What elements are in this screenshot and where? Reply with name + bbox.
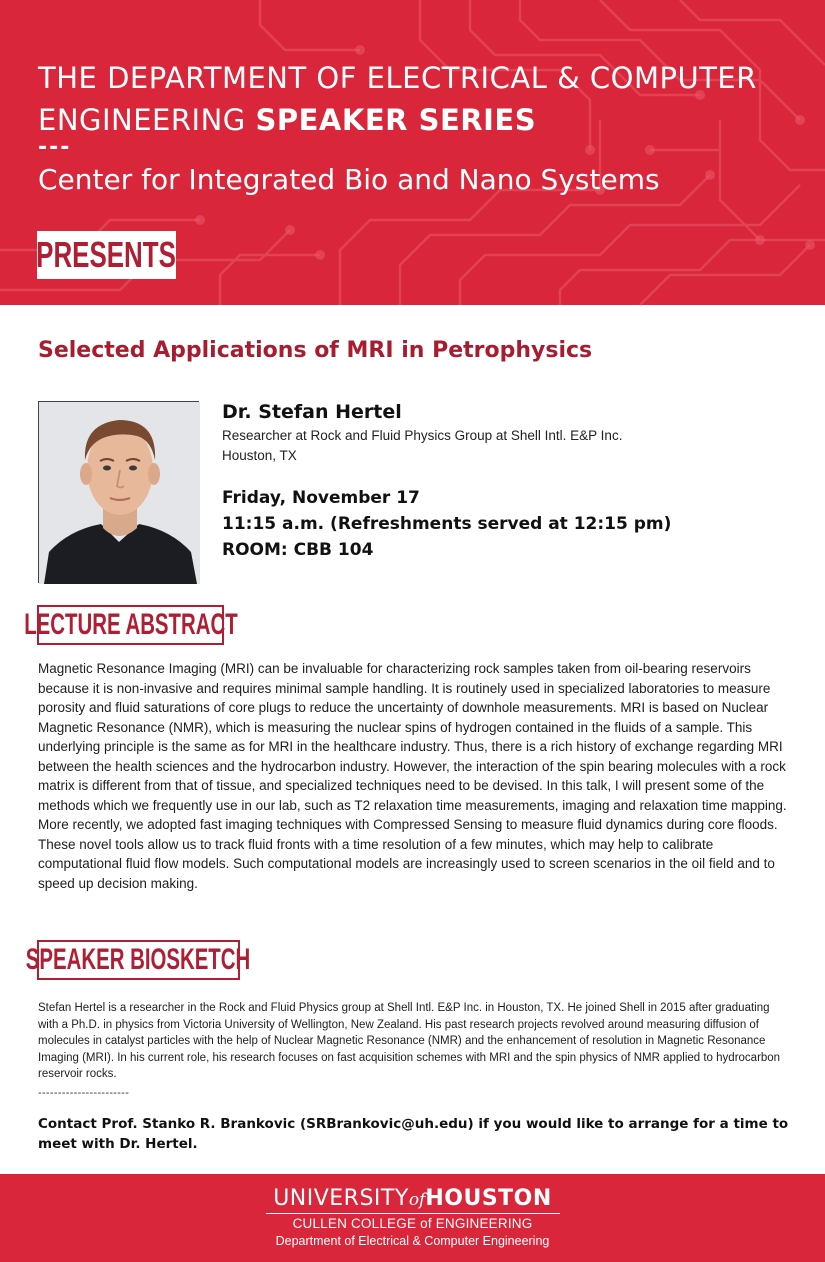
speaker-portrait-icon <box>39 402 200 584</box>
lecture-abstract-heading <box>23 605 238 645</box>
lecture-abstract-label: LECTURE ABSTRACT <box>23 608 238 641</box>
speaker-name: Dr. Stefan Hertel <box>222 401 402 423</box>
logo-houston: HOUSTON <box>425 1186 552 1211</box>
event-room: ROOM: CBB 104 <box>222 540 374 560</box>
talk-title: Selected Applications of MRI in Petrophysics <box>38 338 593 363</box>
logo-underline <box>266 1213 560 1214</box>
biosketch-text: Stefan Hertel is a researcher in the Rock and Fluid Physics group at Shell Intl. E&P Inc. in Houston, TX. He joined Shell in 2015 after graduating with a Ph.D. in physics from Victoria University of Wellington, New Zealand. His past research projects revolved around measuring diffusion of molecules in catalyst particles with the help of Nuclear Magnetic Resonance (NMR) and the enhancement of resolution in Magnetic Resonance Imaging (MRI). In his current role, his research focuses on fast acquisition schemes with MRI and the spin physics of NMR applied to hydrocarbon reservoir rocks. <box>38 1002 781 1080</box>
header-dashes: --- <box>38 135 72 160</box>
logo-of: of <box>408 1190 426 1210</box>
footer-banner <box>0 1174 825 1262</box>
presents-badge <box>37 231 176 279</box>
series-title <box>38 57 798 141</box>
university-logo <box>0 1186 825 1211</box>
series-title-regular: THE DEPARTMENT OF ELECTRICAL & COMPUTER ENGINEERING <box>38 61 757 137</box>
presents-label: PRESENTS <box>36 234 177 275</box>
speaker-biosketch-heading <box>26 940 251 980</box>
speaker-affiliation: Researcher at Rock and Fluid Physics Group at Shell Intl. E&P Inc. <box>222 428 623 443</box>
series-title-strong: SPEAKER SERIES <box>255 103 537 137</box>
speaker-location: Houston, TX <box>222 448 297 463</box>
abstract-text: Magnetic Resonance Imaging (MRI) can be invaluable for characterizing rock samples taken from oil-bearing reservoirs because it is non-invasive and requires minimal sample handling. It is routinely used in specialized laboratories to measure porosity and fluid saturations of core plugs to reduce the uncertainty of downhole measurements. MRI is based on Nuclear Magnetic Resonance (NMR), which is measuring the nuclear spins of hydrogen contained in the fluids of a sample. This underlying principle is the same as for MRI in the healthcare industry. Thus, there is a rich history of exchange regarding MRI between the health sciences and the hydrocarbon industry. However, the interaction of the spin bearing molecules with a rock matrix is different from that of tissue, and specialized techniques need to be devised. In this talk, I will present some of the methods which we frequently use in our lab, such as T2 relaxation time measurements, imaging and relaxation time mapping. More recently, we adopted fast imaging techniques with Compressed Sensing to measure fluid dynamics during core floods. These novel tools allow us to track fluid fronts with a time resolution of a few minutes, which may help to calibrate computational fluid flow models. Such computational models are increasingly used to screen scenarios in the oil field and to speed up decision making. <box>38 661 787 891</box>
contact-note: Contact Prof. Stanko R. Brankovic (SRBrankovic@uh.edu) if you would like to arrange for a time to meet with Dr. Hertel. <box>38 1116 789 1152</box>
college-name: CULLEN COLLEGE of ENGINEERING <box>292 1216 533 1231</box>
header-banner <box>0 0 825 305</box>
speaker-photo <box>38 401 199 583</box>
event-date: Friday, November 17 <box>222 488 420 508</box>
event-time: 11:15 a.m. (Refreshments served at 12:15 pm) <box>222 514 672 534</box>
speaker-biosketch-label: SPEAKER BIOSKETCH <box>26 943 251 976</box>
center-subtitle: Center for Integrated Bio and Nano Systems <box>38 163 660 196</box>
department-name: Department of Electrical & Computer Engineering <box>275 1234 550 1248</box>
logo-university: UNIVERSITY <box>273 1186 409 1211</box>
dashed-divider: ----------------------- <box>38 1087 130 1099</box>
